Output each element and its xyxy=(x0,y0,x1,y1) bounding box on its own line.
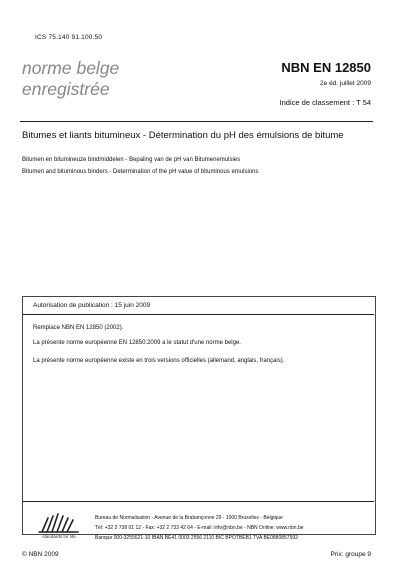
status-note: La présente norme européenne EN 12850:2009 a le statut d'une norme belge. xyxy=(33,340,241,346)
classification-index: Indice de classement : T 54 xyxy=(279,98,371,107)
address-block xyxy=(95,513,304,543)
ics-codes: ICS 75.140 91.100.50 xyxy=(35,34,103,41)
standard-number: NBN EN 12850 xyxy=(281,60,371,75)
edition-date: 2e éd. juillet 2009 xyxy=(320,80,371,87)
publication-authorisation: Autorisation de publication : 15 juin 2009 xyxy=(33,302,151,309)
title-french: Bitumes et liants bitumineux - Détermination du pH des émulsions de bitume xyxy=(22,130,344,141)
versions-note: La présente norme européenne existe en trois versions officielles (allemand, anglais, français). xyxy=(33,358,285,364)
address-line-3: Banque 000-3255621-10 IBAN BE41 0003 2556 2110 BIC BPOTBEB1 TVA BE0880857592 xyxy=(95,535,298,541)
publication-divider xyxy=(23,314,374,315)
price-group: Prix: groupe 9 xyxy=(330,551,371,558)
status-line-2: enregistrée xyxy=(22,79,110,99)
publication-box xyxy=(22,296,376,535)
replaces-note: Remplace NBN EN 12850 (2002). xyxy=(33,325,124,331)
footer-divider xyxy=(23,501,374,502)
address-line-1: Bureau de Normalisation - Avenue de la Brabançonne 29 - 1000 Bruxelles - Belgique xyxy=(95,515,283,521)
logo-tagline: standards for life xyxy=(42,534,76,539)
title-english: Bitumen and bituminous binders - Determination of the pH value of bituminous emulsions xyxy=(22,169,259,175)
status-line-1: norme belge xyxy=(22,58,120,78)
title-dutch: Bitumen en bitumineuze bindmiddelen - Bepaling van de pH van Bitumenemulsies xyxy=(22,157,241,163)
header-divider xyxy=(20,121,373,122)
copyright: © NBN 2009 xyxy=(22,551,59,558)
address-line-2: Tél: +32 2 738 01 12 - Fax: +32 2 733 42 64 - E-mail: info@nbn.be - NBN Online: www.nbn.be xyxy=(95,525,304,531)
standard-status xyxy=(22,58,119,100)
nbn-logo-icon xyxy=(36,508,82,534)
